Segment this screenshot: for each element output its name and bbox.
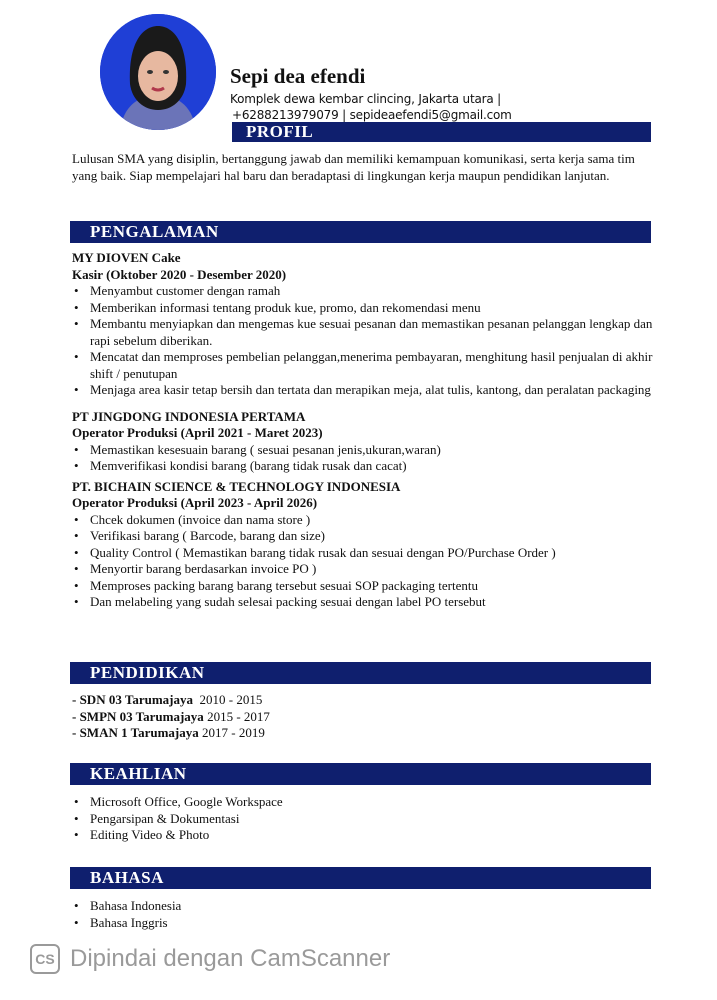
list-item: • Quality Control ( Memastikan barang tidak rusak dan sesuai dengan PO/Purchase Order )	[90, 545, 653, 562]
education-entry	[72, 692, 653, 709]
section-heading-bahasa: BAHASA	[70, 867, 651, 889]
list-item: • Microsoft Office, Google Workspace	[90, 794, 653, 811]
list-item: • Pengarsipan & Dokumentasi	[90, 811, 653, 828]
camscanner-logo-icon: CS	[30, 944, 60, 974]
job-company: PT. BICHAIN SCIENCE & TECHNOLOGY INDONESIA	[72, 478, 401, 494]
job-entry	[72, 479, 653, 611]
bahasa-section	[72, 898, 653, 931]
person-photo-icon	[100, 14, 216, 130]
school-years: 2010 - 2015	[199, 692, 263, 707]
school-years: 2017 - 2019	[202, 725, 265, 740]
section-heading-profil: PROFIL	[232, 122, 651, 142]
list-item: • Bahasa Indonesia	[90, 898, 653, 915]
list-item: • Memastikan kesesuain barang ( sesuai pesanan jenis,ukuran,waran)	[90, 442, 653, 459]
job-company: PT JINGDONG INDONESIA PERTAMA	[72, 408, 306, 424]
list-item: • Memproses packing barang barang tersebut sesuai SOP packaging tertentu	[90, 578, 653, 595]
school-name: - SMPN 03 Tarumajaya	[72, 708, 204, 724]
section-heading-pendidikan: PENDIDIKAN	[70, 662, 651, 684]
list-item: • Membantu menyiapkan dan mengemas kue sesuai pesanan dan memastikan pesanan pelanggan lengkap dan rapi sebelum diberikan.	[90, 316, 653, 349]
list-item: • Chcek dokumen (invoice dan nama store )	[90, 512, 653, 529]
school-name: - SMAN 1 Tarumajaya	[72, 725, 199, 740]
list-item: • Dan melabeling yang sudah selesai packing sesuai dengan label PO tersebut	[90, 594, 653, 611]
camscanner-watermark	[30, 944, 390, 974]
education-entry	[72, 709, 653, 726]
school-years: 2015 - 2017	[207, 708, 270, 724]
job-tasks	[72, 283, 653, 399]
education-entry	[72, 725, 653, 742]
contact-address: Komplek dewa kembar clincing, Jakarta utara |	[230, 92, 501, 106]
job-entry	[72, 409, 653, 475]
profil-section	[72, 151, 653, 184]
job-company: MY DIOVEN Cake	[72, 250, 181, 265]
list-item: • Editing Video & Photo	[90, 827, 653, 844]
job-entry	[72, 250, 653, 399]
list-item: • Mencatat dan memproses pembelian pelanggan,menerima pembayaran, menghitung hasil penjualan di akhir shift / penutupan	[90, 349, 653, 382]
pendidikan-section	[72, 692, 653, 742]
watermark-text: Dipindai dengan CamScanner	[70, 945, 391, 972]
list-item: • Menyortir barang berdasarkan invoice PO )	[90, 561, 653, 578]
section-heading-pengalaman: PENGALAMAN	[70, 221, 651, 243]
job-role: Operator Produksi (April 2023 - April 2026)	[72, 495, 318, 510]
job-role: Operator Produksi (April 2021 - Maret 2023)	[72, 425, 323, 440]
section-heading-keahlian: KEAHLIAN	[70, 763, 651, 785]
job-role: Kasir (Oktober 2020 - Desember 2020)	[72, 266, 287, 282]
candidate-name: Sepi dea efendi	[230, 64, 366, 88]
pengalaman-section	[72, 250, 653, 611]
school-name: - SDN 03 Tarumajaya	[72, 692, 193, 707]
languages-list	[72, 898, 653, 931]
keahlian-section	[72, 794, 653, 844]
skills-list	[72, 794, 653, 844]
job-tasks	[72, 442, 653, 475]
list-item: • Menyambut customer dengan ramah	[90, 283, 653, 300]
contact-phone-email: +6288213979079 | sepideaefendi5@gmail.com	[232, 108, 512, 122]
profil-text: Lulusan SMA yang disiplin, bertanggung jawab dan memiliki kemampuan komunikasi, serta kerja sama tim yang baik. Siap mempelajari hal baru dan beradaptasi di lingkungan kerja maupun pendidikan lanjutan.	[72, 151, 635, 183]
list-item: • Verifikasi barang ( Barcode, barang dan size)	[90, 528, 653, 545]
list-item: • Bahasa Inggris	[90, 915, 653, 932]
job-tasks	[72, 512, 653, 611]
profile-photo	[100, 14, 216, 130]
list-item: • Memverifikasi kondisi barang (barang tidak rusak dan cacat)	[90, 458, 653, 475]
list-item: • Memberikan informasi tentang produk kue, promo, dan rekomendasi menu	[90, 300, 653, 317]
contact-info	[230, 91, 512, 123]
list-item: • Menjaga area kasir tetap bersih dan tertata dan merapikan meja, alat tulis, kantong, dan peralatan packaging	[90, 382, 653, 399]
